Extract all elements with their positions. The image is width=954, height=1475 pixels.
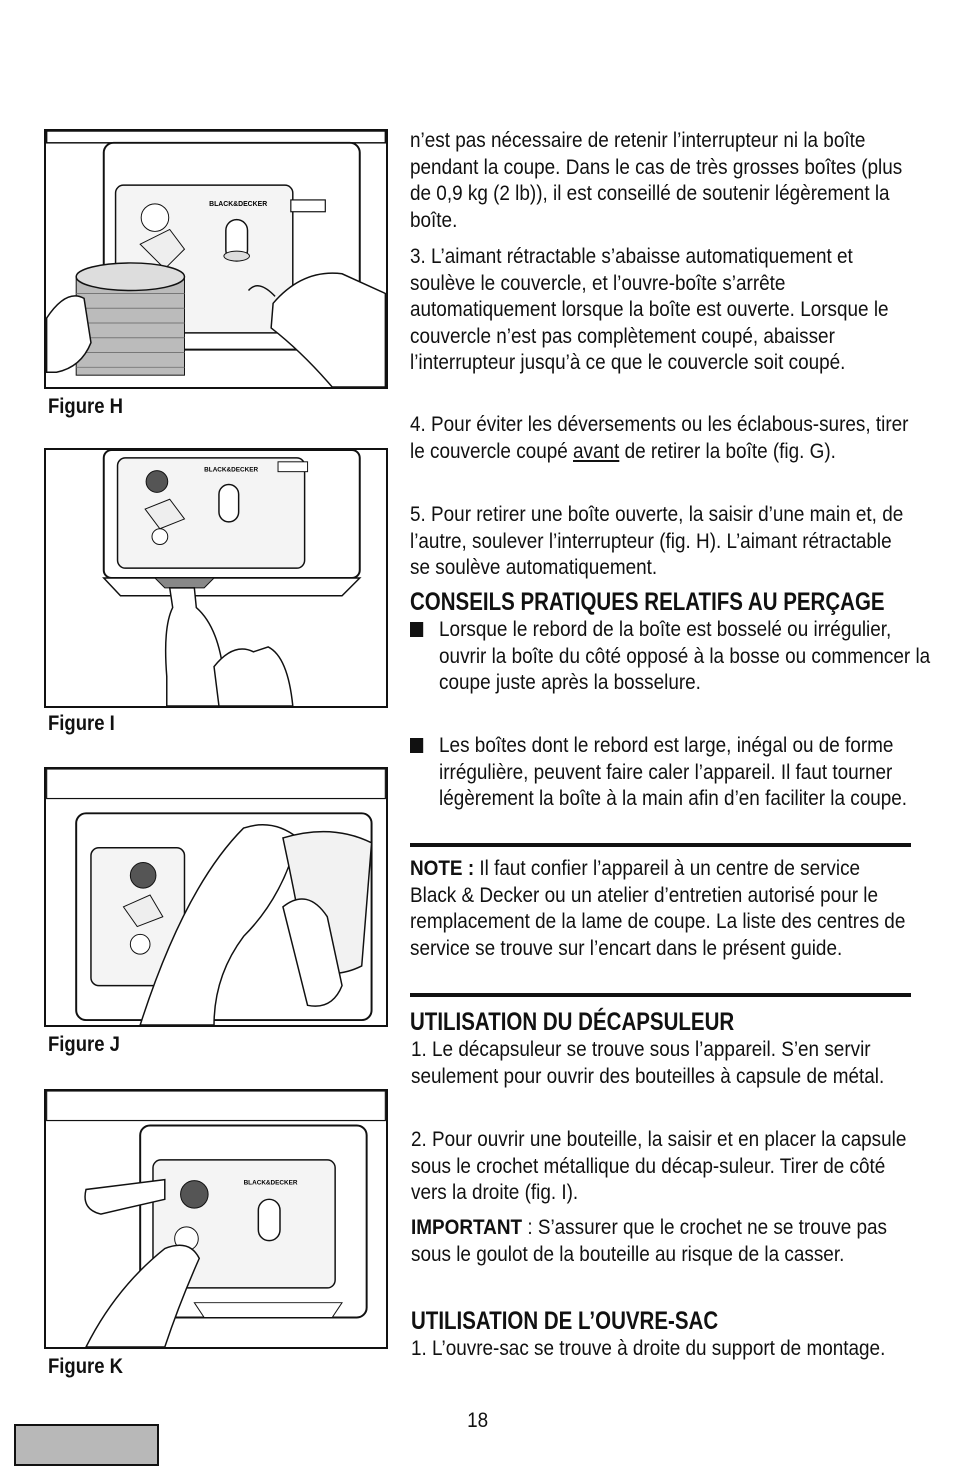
intro-continuation [410,127,910,233]
figure-i-illustration [44,448,388,708]
figure-k-caption: Figure K [48,1355,123,1378]
paragraph-step-3: 3. L’aimant rétractable s’abaisse automatiquement et soulève le couvercle, et l’ouvre-boîte s’arrête automatiquement lorsque la boîte est ouverte. Lorsque le couvercle n’est pas complètement coupé, abaisser l’interrupteur jusqu’à ce que le couvercle soit coupé. [410,244,889,374]
step-3 [410,243,910,376]
figure-h-illustration [44,129,388,389]
brand-logo-text: BLACK&DECKER [243,1179,298,1187]
heading-conseils: CONSEILS PRATIQUES RELATIFS AU PERÇAGE [410,588,885,616]
figure-i-caption: Figure I [48,712,115,735]
paragraph-step-4: 4. Pour éviter les déversements ou les éclabous-sures, tirer le couvercle coupé avant de retirer la boîte (fig. G). [410,412,909,463]
page-tab-marker [14,1424,159,1466]
note-paragraph: NOTE : Il faut confier l’appareil à un centre de service Black & Decker ou un atelier d’entretien autorisé pour le remplacement de la lame de coupe. La liste des centres de service se trouve sur l’encart dans le présent guide. [410,856,906,960]
can-opener-with-can-drawing [46,131,386,387]
figure-j-illustration [44,767,388,1027]
paragraph-decapsuleur-2: 2. Pour ouvrir une bouteille, la saisir et en placer la capsule sous le crochet métallique du décap-suleur. Tirer de côté vers la droite (fig. I). [411,1127,907,1204]
paragraph-ouvre-sac-1: 1. L’ouvre-sac se trouve à droite du support de montage. [411,1336,886,1360]
bag-opener-drawing [46,769,386,1025]
decapsuleur-step-2 [411,1126,911,1206]
paragraph-continuation: n’est pas nécessaire de retenir l’interrupteur ni la boîte pendant la coupe. Dans le cas de très grosses boîtes (plus de 0,9 kg (2 lb)), il est conseillé de soutenir légèrement la boîte. [410,128,903,232]
ouvre-sac-step-1 [411,1335,911,1362]
bottle-opener-location-drawing [46,1091,386,1347]
bullet-2 [410,732,910,812]
figure-j-caption: Figure J [48,1033,120,1056]
heading-ouvre-sac: UTILISATION DE L’OUVRE-SAC [411,1307,719,1335]
bullet-square-icon [410,738,423,753]
figure-h-caption: Figure H [48,395,123,418]
paragraph-decapsuleur-1: 1. Le décapsuleur se trouve sous l’appareil. S’en servir seulement pour ouvrir des bouteilles à capsule de métal. [411,1037,885,1088]
step-4 [410,411,910,464]
section-decapsuleur [410,1008,910,1036]
page-number: 18 [467,1409,489,1432]
step-5 [410,501,910,581]
divider-rule [410,843,911,847]
brand-logo-text: BLACK&DECKER [209,200,268,208]
divider-rule [410,993,911,997]
important-paragraph: IMPORTANT : S’assurer que le crochet ne se trouve pas sous le goulot de la bouteille au risque de la casser. [411,1215,887,1266]
bullet-square-icon [410,622,423,637]
section-ouvre-sac [411,1307,911,1335]
heading-decapsuleur: UTILISATION DU DÉCAPSULEUR [410,1008,735,1036]
section-conseils [410,588,910,616]
bottle-opener-drawing [46,450,386,706]
underlined-word: avant [573,438,620,463]
paragraph-step-5: 5. Pour retirer une boîte ouverte, la saisir d’une main et, de l’autre, soulever l’interrupteur (fig. H). L’aimant rétractable se soulève automatiquement. [410,502,904,579]
note-block [410,855,910,961]
figure-k-illustration [44,1089,388,1349]
important-block [411,1214,911,1267]
bullet-item: Les boîtes dont le rebord est large, inégal ou de forme irrégulière, peuvent faire caler l’appareil. Il faut tourner légèrement la boîte à la main afin d’en faciliter la coupe. [410,732,939,812]
bullet-1 [410,616,931,696]
bullet-item: Lorsque le rebord de la boîte est bosselé ou irrégulier, ouvrir la boîte du côté opposé à la bosse ou commencer la coupe juste après la bosselure. [410,616,939,696]
decapsuleur-step-1 [411,1036,911,1089]
brand-logo-text: BLACK&DECKER [204,466,259,474]
